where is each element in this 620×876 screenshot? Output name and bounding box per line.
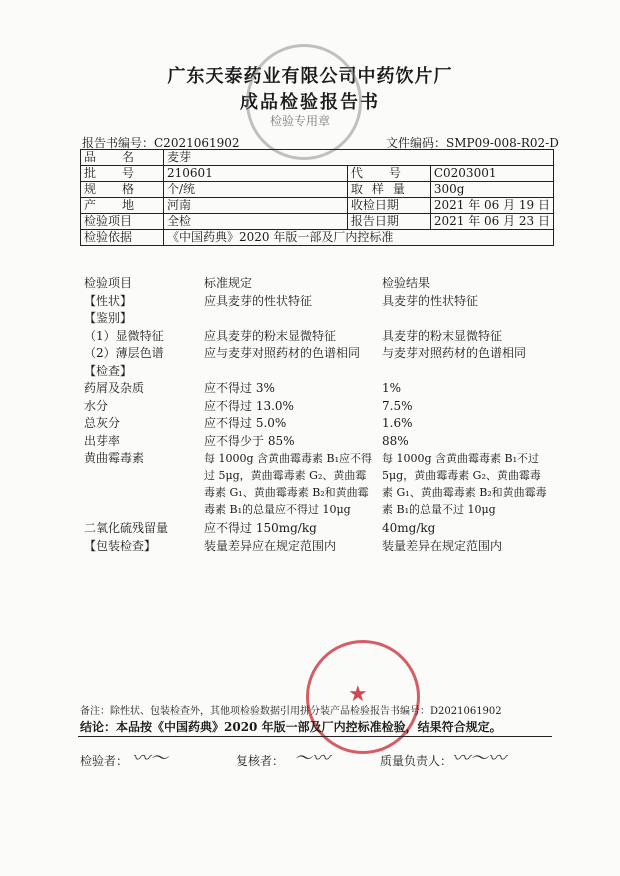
aflatoxin-result: 每 1000g 含黄曲霉毒素 B₁不过 5μg，黄曲霉毒素 G₂、黄曲霉毒素 G₁、黄曲霉毒素 B₂和黄曲霉毒素 B₁的总量不过 10μg <box>382 452 547 516</box>
sample-value: 300g <box>430 182 553 198</box>
batch-label: 批号 <box>81 166 164 182</box>
basis-value: 《中国药典》2020 年版一部及厂内控标准 <box>164 230 554 246</box>
result-item: 药屑及杂质 <box>84 381 145 395</box>
result-item: 【性状】 <box>84 293 133 308</box>
info-table <box>80 149 554 246</box>
result-value: 与麦芽对照药材的色谱相同 <box>382 346 527 360</box>
result-standard: 应具麦芽的粉末显微特征 <box>204 328 337 343</box>
divider <box>78 736 552 737</box>
result-standard: 装量差异应在规定范围内 <box>204 538 337 553</box>
result-standard: 应具麦芽的性状特征 <box>204 293 313 308</box>
result-value: 装量差异在规定范围内 <box>382 538 503 553</box>
table-row <box>81 182 554 198</box>
report-date-label: 报告日期 <box>347 214 430 230</box>
product-label: 品名 <box>81 150 164 166</box>
basis-label: 检验依据 <box>81 230 164 246</box>
received-value: 2021 年 06 月 19 日 <box>430 198 553 214</box>
table-row <box>80 520 550 538</box>
table-row <box>80 538 550 556</box>
inspector-signature-icon: 〰〜 <box>132 748 168 769</box>
inspection-seal-text: 检验专用章 <box>270 114 331 128</box>
result-item: 二氧化硫残留量 <box>84 521 169 535</box>
item-label: 检验项目 <box>81 214 164 230</box>
table-row <box>80 345 550 363</box>
results-section <box>80 275 550 555</box>
table-row <box>80 293 550 311</box>
result-standard: 应不得过 13.0% <box>204 398 294 413</box>
received-label: 收检日期 <box>347 198 430 214</box>
origin-value: 河南 <box>164 198 348 214</box>
result-value: 具麦芽的粉末显微特征 <box>382 328 503 343</box>
conclusion-text: 结论：本品按《中国药典》2020 年版一部及厂内控标准检验，结果符合规定。 <box>80 720 502 734</box>
table-row <box>81 198 554 214</box>
table-row <box>81 150 554 166</box>
table-row <box>81 230 554 246</box>
result-item: 出芽率 <box>84 433 121 448</box>
table-row <box>81 214 554 230</box>
code-value: C0203001 <box>430 166 553 182</box>
col-result-header: 检验结果 <box>382 276 431 290</box>
item-value: 全检 <box>164 214 348 230</box>
result-item: （2）薄层色谱 <box>84 346 164 360</box>
inspection-seal-icon <box>246 44 362 160</box>
inspector-label: 检验者： <box>80 754 129 768</box>
result-standard: 应不得过 3% <box>204 381 275 395</box>
report-title: 成品检验报告书 <box>240 92 380 113</box>
qa-signature-icon: 〰〜〰 <box>452 748 506 769</box>
table-row <box>80 433 550 451</box>
aflatoxin-row <box>80 450 550 520</box>
table-row <box>80 380 550 398</box>
results-header <box>80 275 550 293</box>
col-std-header: 标准规定 <box>204 276 253 290</box>
result-value: 7.5% <box>382 398 413 413</box>
qa-label: 质量负责人： <box>380 754 453 768</box>
result-item: 总灰分 <box>84 416 121 430</box>
table-row <box>80 310 550 328</box>
aflatoxin-item: 黄曲霉毒素 <box>84 451 145 465</box>
code-label: 代号 <box>347 166 430 182</box>
result-value: 具麦芽的性状特征 <box>382 293 479 308</box>
table-row <box>80 328 550 346</box>
spec-value: 个/统 <box>164 182 348 198</box>
result-value: 1% <box>382 381 402 395</box>
result-item: 【检查】 <box>84 363 133 378</box>
result-standard: 应不得过 5.0% <box>204 416 287 430</box>
origin-label: 产地 <box>81 198 164 214</box>
table-row <box>80 398 550 416</box>
result-standard: 应不得少于 85% <box>204 433 295 448</box>
result-item: 【包装检查】 <box>84 538 157 553</box>
sample-label: 取样量 <box>347 182 430 198</box>
aflatoxin-std: 每 1000g 含黄曲霉毒素 B₁应不得过 5μg，黄曲霉毒素 G₂、黄曲霉毒素 G₁、黄曲霉毒素 B₂和黄曲霉毒素 B₁的总量应不得过 10μg <box>204 452 373 516</box>
file-number: 文件编码：SMP09-008-R02-D <box>386 136 559 150</box>
spec-label: 规格 <box>81 182 164 198</box>
result-item: 水分 <box>84 398 109 413</box>
reviewer-signature-icon: 〜〰 <box>294 748 330 769</box>
product-value: 麦芽 <box>164 150 554 166</box>
col-item-header: 检验项目 <box>84 276 133 290</box>
reviewer-label: 复核者： <box>236 754 285 768</box>
batch-value: 210601 <box>164 166 348 182</box>
report-date-value: 2021 年 06 月 23 日 <box>430 214 553 230</box>
table-row <box>80 415 550 433</box>
result-standard: 应不得过 150mg/kg <box>204 521 317 535</box>
result-value: 88% <box>382 433 409 448</box>
company-title: 广东天泰药业有限公司中药饮片厂 <box>167 66 453 87</box>
note-text: 备注：除性状、包装检查外，其他项检验数据引用拼分装产品检验报告书编号：D2021061902 <box>80 706 502 717</box>
result-item: 【鉴别】 <box>84 311 133 325</box>
result-value: 1.6% <box>382 416 413 430</box>
table-row <box>80 363 550 381</box>
result-standard: 应与麦芽对照药材的色谱相同 <box>204 346 361 360</box>
seal-star-icon: ★ <box>348 682 368 707</box>
table-row <box>81 166 554 182</box>
result-item: （1）显微特征 <box>84 328 164 343</box>
result-value: 40mg/kg <box>382 521 436 535</box>
report-number: 报告书编号：C2021061902 <box>82 136 240 150</box>
